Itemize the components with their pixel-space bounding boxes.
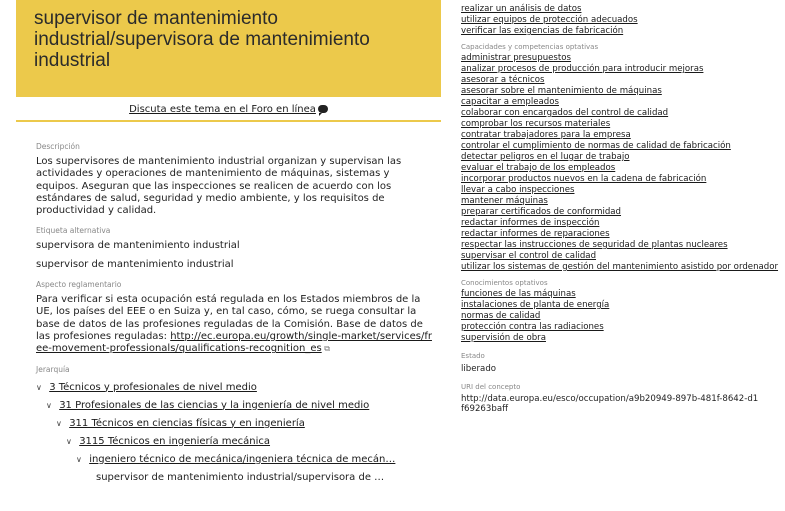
skill-link[interactable]: incorporar productos nuevos en la cadena de fabricación: [461, 174, 707, 184]
regulatory-text: [36, 294, 433, 355]
regulatory-body: Para verificar si esta ocupación está regulada en los Estados miembros de la UE, los países del EEE o en Suiza y, en tal caso, cómo, se ruega consultar la base de datos de las profesiones reguladas de la Comisión. Base de datos de las profesiones reguladas:: [36, 294, 423, 342]
skill-link[interactable]: contratar trabajadores para la empresa: [461, 130, 631, 140]
hierarchy-link[interactable]: 3 Técnicos y profesionales de nivel medio: [49, 381, 257, 393]
skill-link[interactable]: protección contra las radiaciones: [461, 322, 604, 332]
optional-knowledge-heading: Conocimientos optativos: [461, 279, 548, 287]
uri-heading: URI del concepto: [461, 382, 521, 391]
status-value: liberado: [461, 364, 497, 374]
forum-link[interactable]: Discuta este tema en el Foro en línea: [129, 104, 316, 115]
skill-link[interactable]: controlar el cumplimiento de normas de calidad de fabricación: [461, 141, 731, 151]
description-text: Los supervisores de mantenimiento industrial organizan y supervisan las actividades y operaciones de mantenimiento de máquinas, sistemas y equipos. Aseguran que las inspecciones se realicen de acuerdo con los estándares de salud, seguridad y medio ambiente, y los requisitos de productividad y calidad.: [36, 156, 402, 217]
page-title: supervisor de mantenimiento industrial/supervisora de mantenimiento industrial: [34, 8, 370, 71]
hierarchy-current: supervisor de mantenimiento industrial/supervisora de …: [96, 471, 385, 483]
title-banner: [16, 0, 441, 97]
skill-link[interactable]: instalaciones de planta de energía: [461, 300, 610, 310]
left-column: [16, 0, 441, 487]
skill-link[interactable]: analizar procesos de producción para introducir mejoras: [461, 64, 704, 74]
skill-link[interactable]: comprobar los recursos materiales: [461, 119, 611, 129]
optional-knowledge-list: [461, 289, 781, 344]
skill-link[interactable]: supervisión de obra: [461, 333, 546, 343]
chevron-down-icon[interactable]: ∨: [36, 382, 42, 392]
hierarchy-link[interactable]: 31 Profesionales de las ciencias y la ingeniería de nivel medio: [59, 399, 370, 411]
skill-link[interactable]: respectar las instrucciones de seguridad de plantas nucleares: [461, 240, 728, 250]
skill-link[interactable]: capacitar a empleados: [461, 97, 559, 107]
hierarchy-link[interactable]: ingeniero técnico de mecánica/ingeniera técnica de mecán…: [89, 453, 396, 465]
alt-label-item: supervisora de mantenimiento industrial: [36, 240, 240, 252]
skill-link[interactable]: realizar un análisis de datos: [461, 4, 582, 14]
chat-icon: [318, 105, 328, 113]
right-column: [461, 4, 781, 415]
skill-link[interactable]: mantener máquinas: [461, 196, 548, 206]
hierarchy-link[interactable]: 3115 Técnicos en ingeniería mecánica: [79, 435, 271, 447]
chevron-down-icon[interactable]: ∨: [46, 400, 52, 410]
hierarchy-link[interactable]: 311 Técnicos en ciencias físicas y en ingeniería: [69, 417, 305, 429]
essential-skills-list: [461, 4, 781, 37]
concept-uri: http://data.europa.eu/esco/occupation/a9b20949-897b-481f-8642-d1f69263baff: [461, 393, 759, 414]
skill-link[interactable]: preparar certificados de conformidad: [461, 207, 622, 217]
hierarchy-item: [36, 433, 433, 451]
chevron-down-icon[interactable]: ∨: [76, 454, 82, 464]
hierarchy-item: [36, 379, 433, 397]
alt-label-item: supervisor de mantenimiento industrial: [36, 258, 234, 270]
skill-link[interactable]: colaborar con encargados del control de calidad: [461, 108, 669, 118]
hierarchy-item: [36, 451, 433, 469]
skill-link[interactable]: evaluar el trabajo de los empleados: [461, 163, 616, 173]
hierarchy-item: [36, 397, 433, 415]
skill-link[interactable]: asesorar sobre el mantenimiento de máquinas: [461, 86, 662, 96]
skill-link[interactable]: utilizar los sistemas de gestión del mantenimiento asistido por ordenador: [461, 262, 779, 272]
skill-link[interactable]: llevar a cabo inspecciones: [461, 185, 575, 195]
optional-skills-heading: Capacidades y competencias optativas: [461, 43, 599, 51]
description-label: Descripción: [36, 142, 80, 151]
forum-bar: [16, 104, 441, 122]
skill-link[interactable]: normas de calidad: [461, 311, 541, 321]
hierarchy-item: [36, 415, 433, 433]
skill-link[interactable]: funciones de las máquinas: [461, 289, 576, 299]
status-heading: Estado: [461, 352, 485, 360]
skill-link[interactable]: detectar peligros en el lugar de trabajo: [461, 152, 630, 162]
chevron-down-icon[interactable]: ∨: [66, 436, 72, 446]
skill-link[interactable]: supervisar el control de calidad: [461, 251, 597, 261]
description-section: [16, 142, 441, 487]
optional-skills-list: [461, 53, 781, 273]
chevron-down-icon[interactable]: ∨: [56, 418, 62, 428]
alt-label-heading: Etiqueta alternativa: [36, 226, 111, 236]
skill-link[interactable]: asesorar a técnicos: [461, 75, 545, 85]
skill-link[interactable]: administrar presupuestos: [461, 53, 572, 63]
skill-link[interactable]: verificar las exigencias de fabricación: [461, 26, 624, 36]
hierarchy-heading: Jerarquía: [36, 364, 70, 374]
regulatory-link[interactable]: http://ec.europa.eu/growth/single-market/services/free-movement-professionals/qualifications-recognition_es: [36, 330, 432, 355]
hierarchy-tree: [36, 379, 433, 487]
regulatory-heading: Aspecto reglamentario: [36, 280, 122, 290]
external-link-icon: ⧉: [321, 344, 330, 354]
skill-link[interactable]: redactar informes de reparaciones: [461, 229, 610, 239]
skill-link[interactable]: utilizar equipos de protección adecuados: [461, 15, 638, 25]
skill-link[interactable]: redactar informes de inspección: [461, 218, 600, 228]
